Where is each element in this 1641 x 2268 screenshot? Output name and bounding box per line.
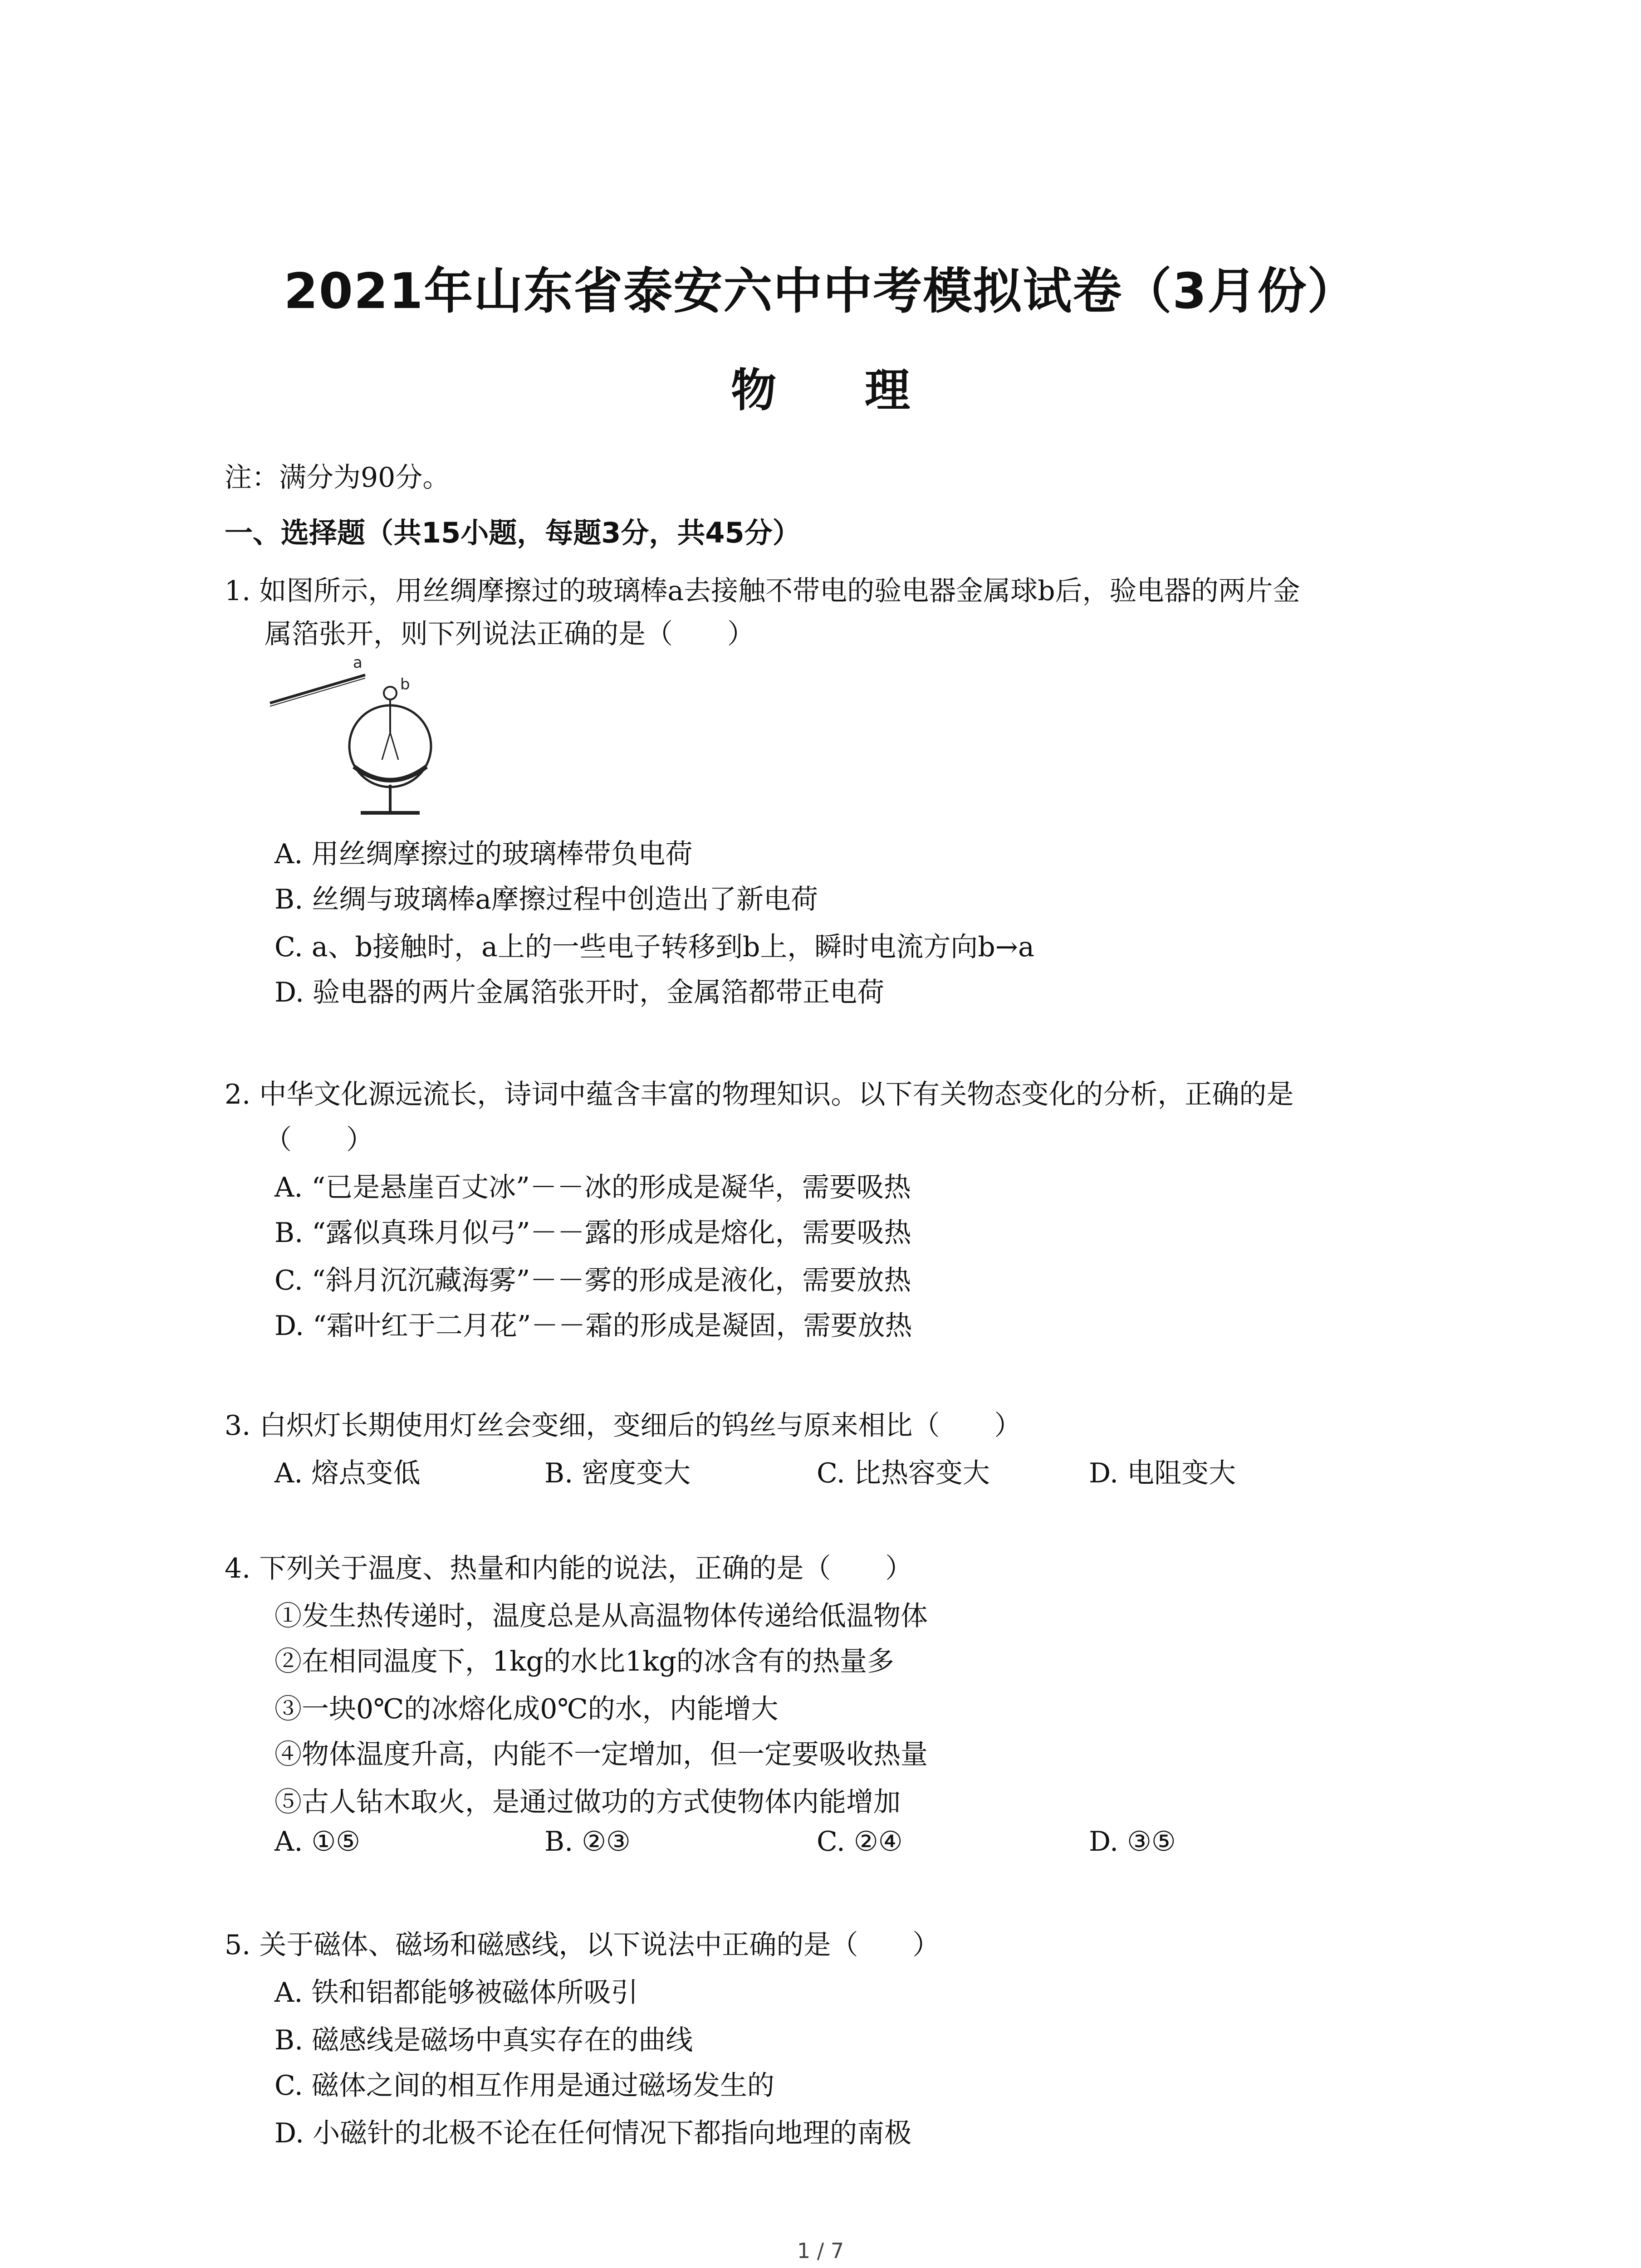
question-5-line-1: 5. 关于磁体、磁场和磁感线，以下说法中正确的是（ ） bbox=[225, 1929, 940, 1961]
question-2-option-b: B. “露似真珠月似弓”－－露的形成是熔化，需要吸热 bbox=[274, 1217, 911, 1249]
section-heading: 一、选择题（共15小题，每题3分，共45分） bbox=[225, 516, 801, 549]
glass-rod bbox=[270, 675, 365, 703]
question-4-statement-4: ④物体温度升高，内能不一定增加，但一定要吸收热量 bbox=[274, 1739, 928, 1770]
question-2-line-2: （ ） bbox=[265, 1124, 373, 1156]
question-4-line-1: 4. 下列关于温度、热量和内能的说法，正确的是（ ） bbox=[225, 1553, 913, 1584]
question-1-option-d: D. 验电器的两片金属箔张开时，金属箔都带正电荷 bbox=[274, 977, 885, 1008]
question-2-option-a: A. “已是悬崖百丈冰”－－冰的形成是凝华，需要吸热 bbox=[274, 1172, 911, 1203]
question-4-statement-1: ①发生热传递时，温度总是从高温物体传递给低温物体 bbox=[274, 1600, 928, 1632]
question-5-option-c: C. 磁体之间的相互作用是通过磁场发生的 bbox=[274, 2070, 774, 2102]
label-b: b bbox=[400, 675, 410, 694]
question-1-line-2: 属箔张开，则下列说法正确的是（ ） bbox=[265, 618, 754, 650]
question-4-statement-2: ②在相同温度下，1kg的水比1kg的冰含有的热量多 bbox=[274, 1646, 894, 1677]
question-4-option-b: B. ②③ bbox=[544, 1826, 631, 1857]
question-3-option-a: A. 熔点变低 bbox=[274, 1457, 421, 1489]
metal-ball bbox=[384, 687, 397, 699]
question-5-option-b: B. 磁感线是磁场中真实存在的曲线 bbox=[274, 2024, 693, 2056]
question-4-statement-5: ⑤古人钻木取火，是通过做功的方式使物体内能增加 bbox=[274, 1786, 901, 1818]
leaf-left bbox=[382, 733, 390, 760]
question-4-option-c: C. ②④ bbox=[817, 1826, 903, 1857]
electroscope-figure bbox=[268, 653, 458, 827]
question-3-option-d: D. 电阻变大 bbox=[1089, 1457, 1236, 1489]
question-4-option-d: D. ③⑤ bbox=[1089, 1826, 1176, 1857]
exam-title: 2021年山东省泰安六中中考模拟试卷（3月份） bbox=[284, 263, 1357, 320]
question-2-option-d: D. “霜叶红于二月花”－－霜的形成是凝固，需要放热 bbox=[274, 1310, 912, 1342]
question-5-option-d: D. 小磁针的北极不论在任何情况下都指向地理的南极 bbox=[274, 2117, 912, 2149]
question-1-line-1: 1. 如图所示，用丝绸摩擦过的玻璃棒a去接触不带电的验电器金属球b后，验电器的两片金 bbox=[225, 575, 1300, 607]
question-1-option-c: C. a、b接触时，a上的一些电子转移到b上，瞬时电流方向b→a bbox=[274, 931, 1034, 963]
question-3-line-1: 3. 白炽灯长期使用灯丝会变细，变细后的钨丝与原来相比（ ） bbox=[225, 1410, 1022, 1442]
score-note: 注：满分为90分。 bbox=[225, 462, 450, 494]
question-3-option-c: C. 比热容变大 bbox=[817, 1457, 990, 1489]
exam-subject: 物 理 bbox=[731, 364, 946, 417]
question-5-option-a: A. 铁和铝都能够被磁体所吸引 bbox=[274, 1977, 638, 2009]
question-2-line-1: 2. 中华文化源远流长，诗词中蕴含丰富的物理知识。以下有关物态变化的分析，正确的是 bbox=[225, 1079, 1294, 1110]
question-4-option-a: A. ①⑤ bbox=[274, 1826, 361, 1857]
question-3-option-b: B. 密度变大 bbox=[544, 1457, 691, 1489]
question-1-option-b: B. 丝绸与玻璃棒a摩擦过程中创造出了新电荷 bbox=[274, 884, 818, 915]
question-2-option-c: C. “斜月沉沉藏海雾”－－雾的形成是液化，需要放热 bbox=[274, 1265, 911, 1296]
label-a: a bbox=[353, 654, 362, 672]
leaf-right bbox=[390, 733, 398, 760]
question-1-option-a: A. 用丝绸摩擦过的玻璃棒带负电荷 bbox=[274, 838, 693, 870]
page-number: 1 / 7 bbox=[797, 2239, 844, 2263]
question-4-statement-3: ③一块0℃的冰熔化成0℃的水，内能增大 bbox=[274, 1693, 779, 1725]
